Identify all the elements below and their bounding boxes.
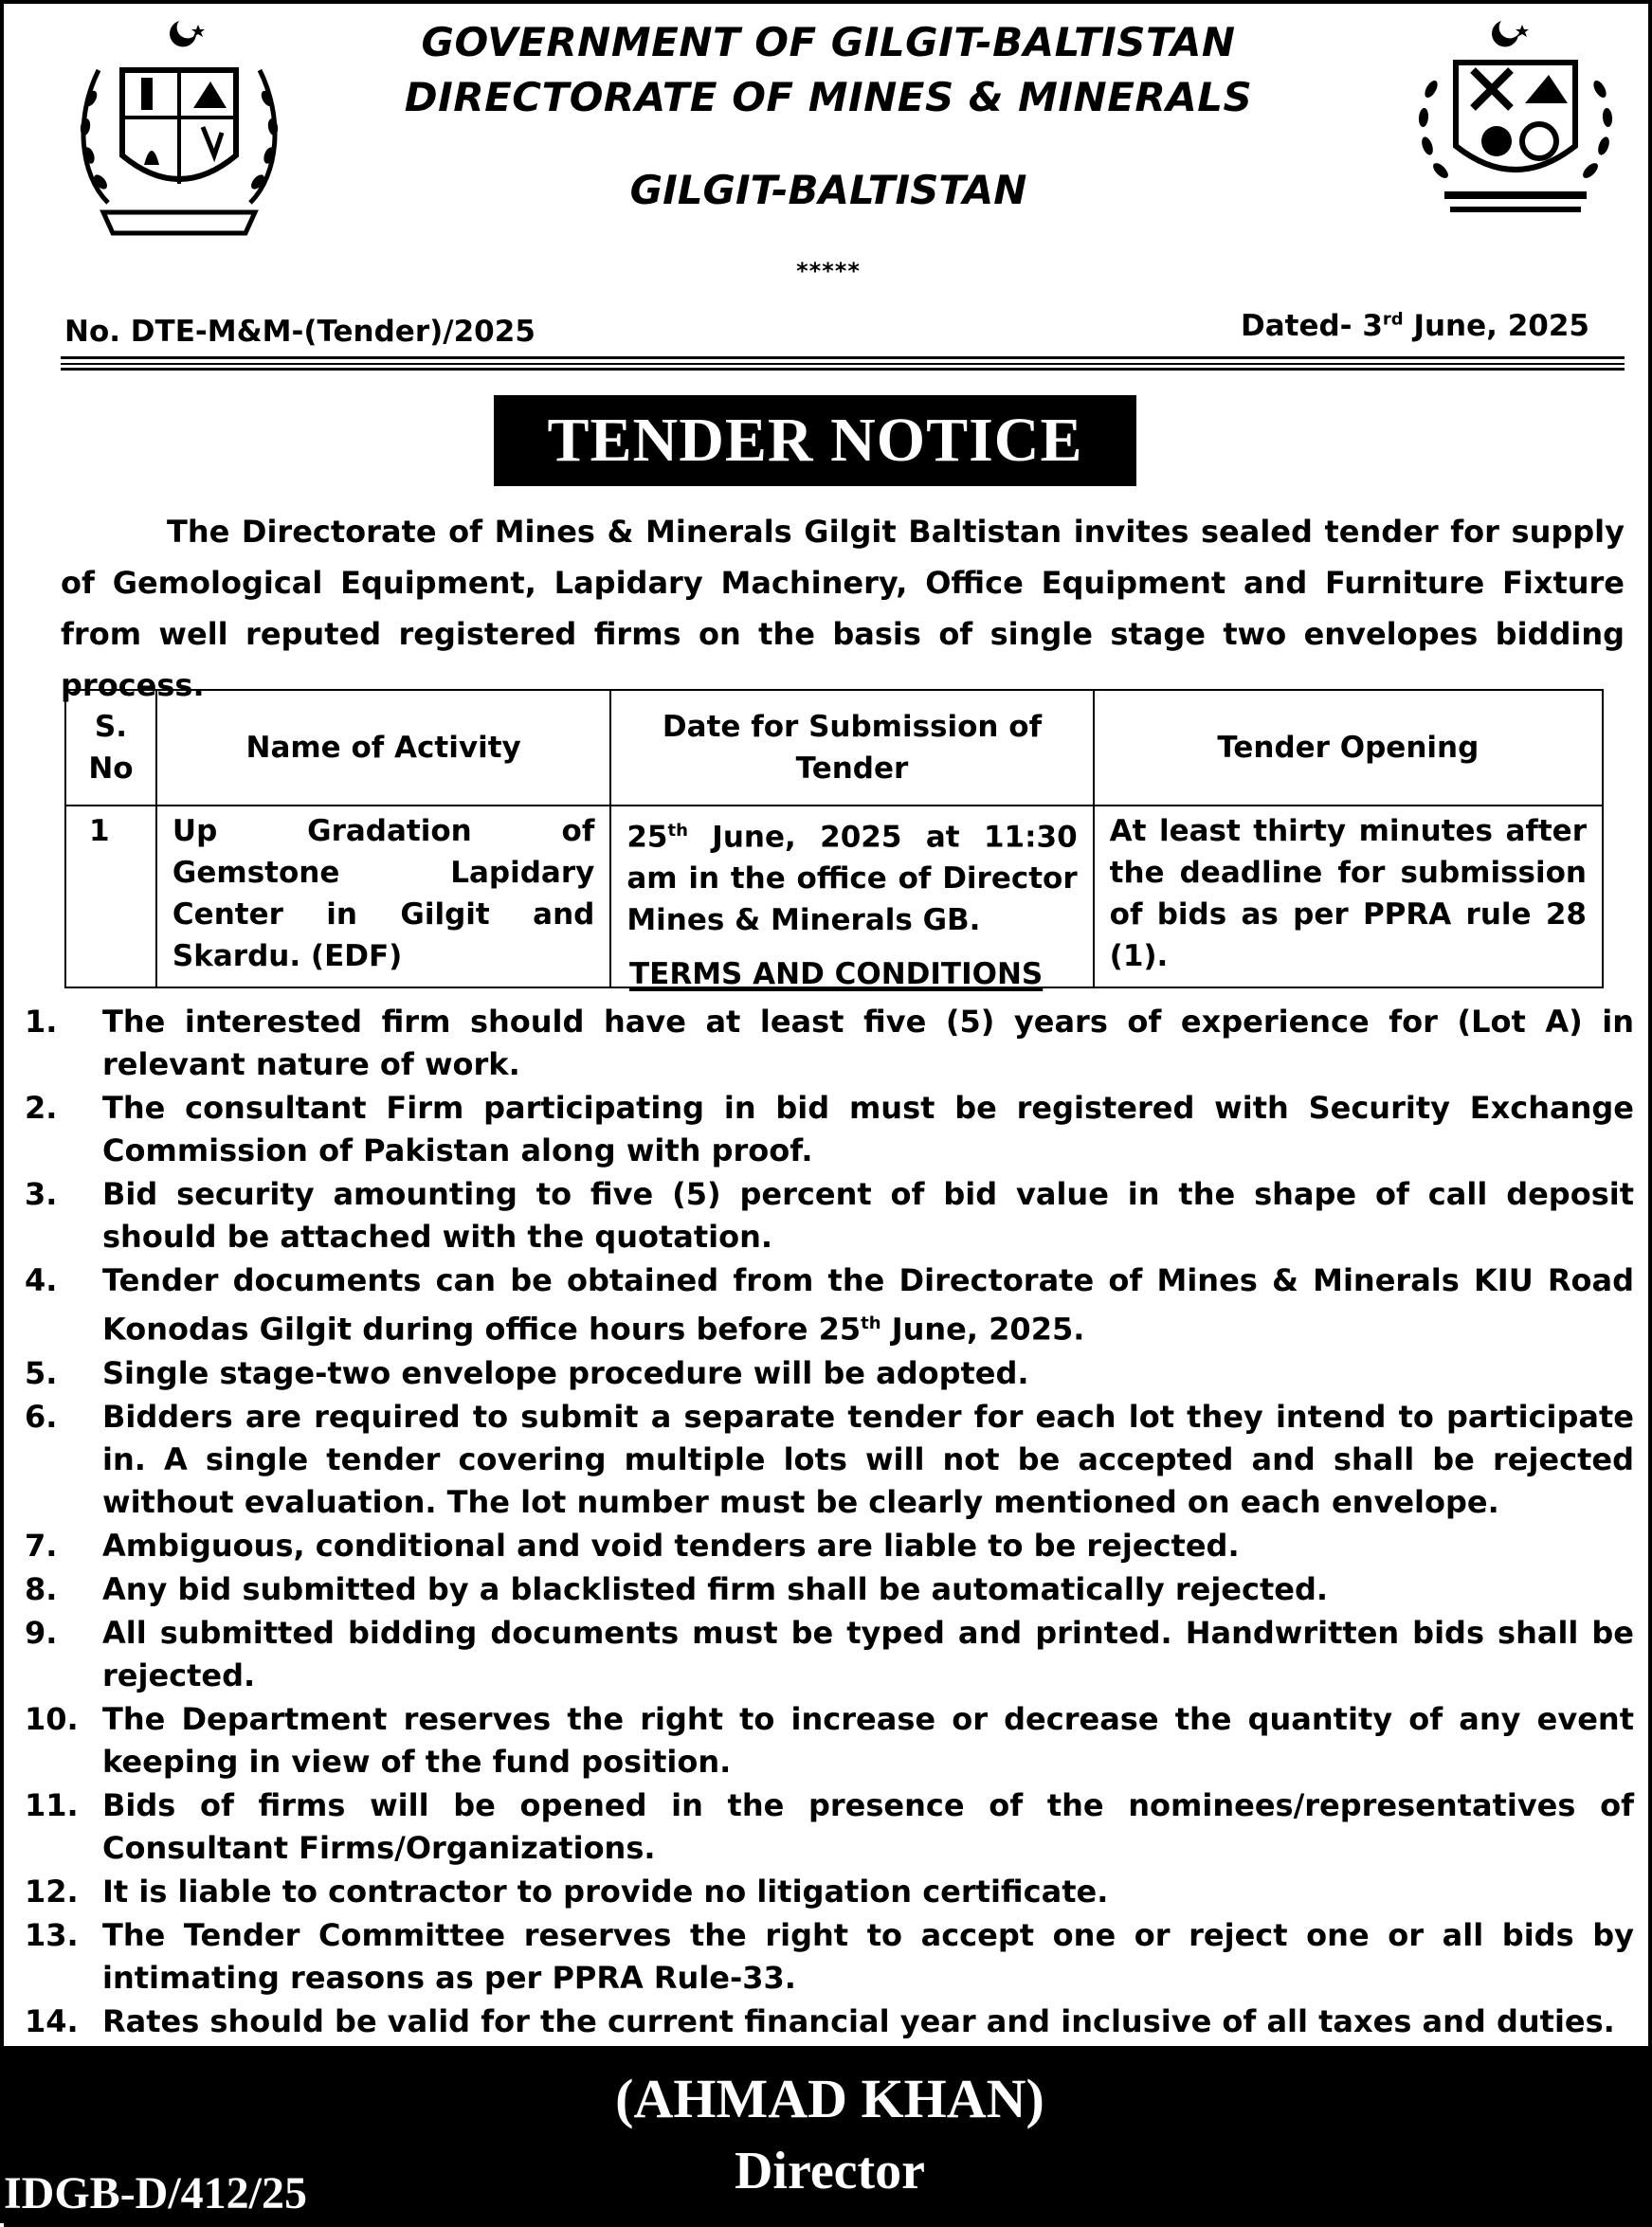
reference-number: No. DTE-M&M-(Tender)/2025 (64, 315, 536, 349)
cell-activity: Up Gradation of Gemstone Lapidary Center in Gilgit and Skardu. (EDF) (156, 806, 610, 987)
list-item: 10. The Department reserves the right to increase or decrease the quantity of any event keeping in view of the fund position. (25, 1700, 1634, 1780)
cell-submission: 25th June, 2025 at 11:30 am in the office of Director Mines & Minerals GB. (610, 806, 1093, 987)
header-rule (61, 368, 1625, 371)
table-header-row (65, 690, 1603, 806)
list-item: 2. The consultant Firm participating in bid must be registered with Security Exchange Commission of Pakistan along with proof. (25, 1090, 1634, 1168)
region-heading: GILGIT-BALTISTAN (629, 167, 1027, 213)
terms-heading: TERMS AND CONDITIONS (629, 957, 1044, 991)
list-item: 9. All submitted bidding documents must be typed and printed. Handwritten bids shall be rejected. (25, 1614, 1634, 1693)
separator-stars: ***** (796, 258, 861, 284)
header-submission: Date for Submission of Tender (610, 690, 1093, 806)
list-item: 11. Bids of firms will be opened in the presence of the nominees/representatives of Consultant Firms/Organizations. (25, 1786, 1634, 1866)
list-item: 12. It is liable to contractor to provide no litigation certificate. (25, 1873, 1109, 1910)
header-sno: S. No (65, 690, 156, 806)
header-rule (61, 363, 1625, 365)
advertisement-code: IDGB-D/412/25 (4, 2168, 308, 2218)
list-item: 6. Bidders are required to submit a separate tender for each lot they intend to participate in. A single tender covering multiple lots will not be accepted and shall be rejected without evaluation. The lot number must be clearly mentioned on each envelope. (25, 1398, 1634, 1520)
signature-footer (4, 2046, 1652, 2227)
notice-title: TENDER NOTICE (494, 395, 1136, 486)
list-item: 14. Rates should be valid for the current financial year and inclusive of all taxes and duties. (25, 2002, 1615, 2039)
list-item: 13. The Tender Committee reserves the right to accept one or reject one or all bids by intimating reasons as per PPRA Rule-33. (25, 1916, 1634, 1996)
cell-sno: 1 (65, 806, 156, 987)
list-item: 4. Tender documents can be obtained from the Directorate of Mines & Minerals KIU Road Konodas Gilgit during office hours before 25th June, 2025. (25, 1262, 1634, 1348)
gilgit-baltistan-emblem-icon (70, 13, 288, 250)
tender-table (64, 689, 1604, 988)
header-activity: Name of Activity (156, 690, 610, 806)
list-item: 3. Bid security amounting to five (5) percent of bid value in the shape of call deposit should be attached with the quotation. (25, 1176, 1634, 1255)
signatory-name: (AHMAD KHAN) (615, 2068, 1044, 2129)
directorate-heading: DIRECTORATE OF MINES & MINERALS (404, 74, 1253, 120)
signatory-designation: Director (734, 2142, 926, 2200)
intro-paragraph: The Directorate of Mines & Minerals Gilgit Baltistan invites sealed tender for supply of Gemological Equipment, Lapidary Machinery, Office Equipment and Furniture Fixture from well reputed registered firms on the basis of single stage two envelopes bidding process. (61, 514, 1625, 703)
list-item: 5. Single stage-two envelope procedure will be adopted. (25, 1354, 1029, 1391)
mines-minerals-emblem-icon (1407, 13, 1625, 241)
cell-opening: At least thirty minutes after the deadline for submission of bids as per PPRA rule 28 (1). (1094, 806, 1603, 987)
list-item: 1. The interested firm should have at least five (5) years of experience for (Lot A) in relevant nature of work. (25, 1004, 1634, 1082)
terms-list (4, 1001, 1634, 2044)
dated: Dated- 3rd June, 2025 (1240, 309, 1589, 343)
header-opening: Tender Opening (1094, 690, 1603, 806)
list-item: 7. Ambiguous, conditional and void tenders are liable to be rejected. (25, 1527, 1240, 1564)
list-item: 8. Any bid submitted by a blacklisted firm shall be automatically rejected. (25, 1570, 1329, 1607)
government-heading: GOVERNMENT OF GILGIT-BALTISTAN (421, 19, 1236, 65)
header-rule (61, 356, 1625, 359)
